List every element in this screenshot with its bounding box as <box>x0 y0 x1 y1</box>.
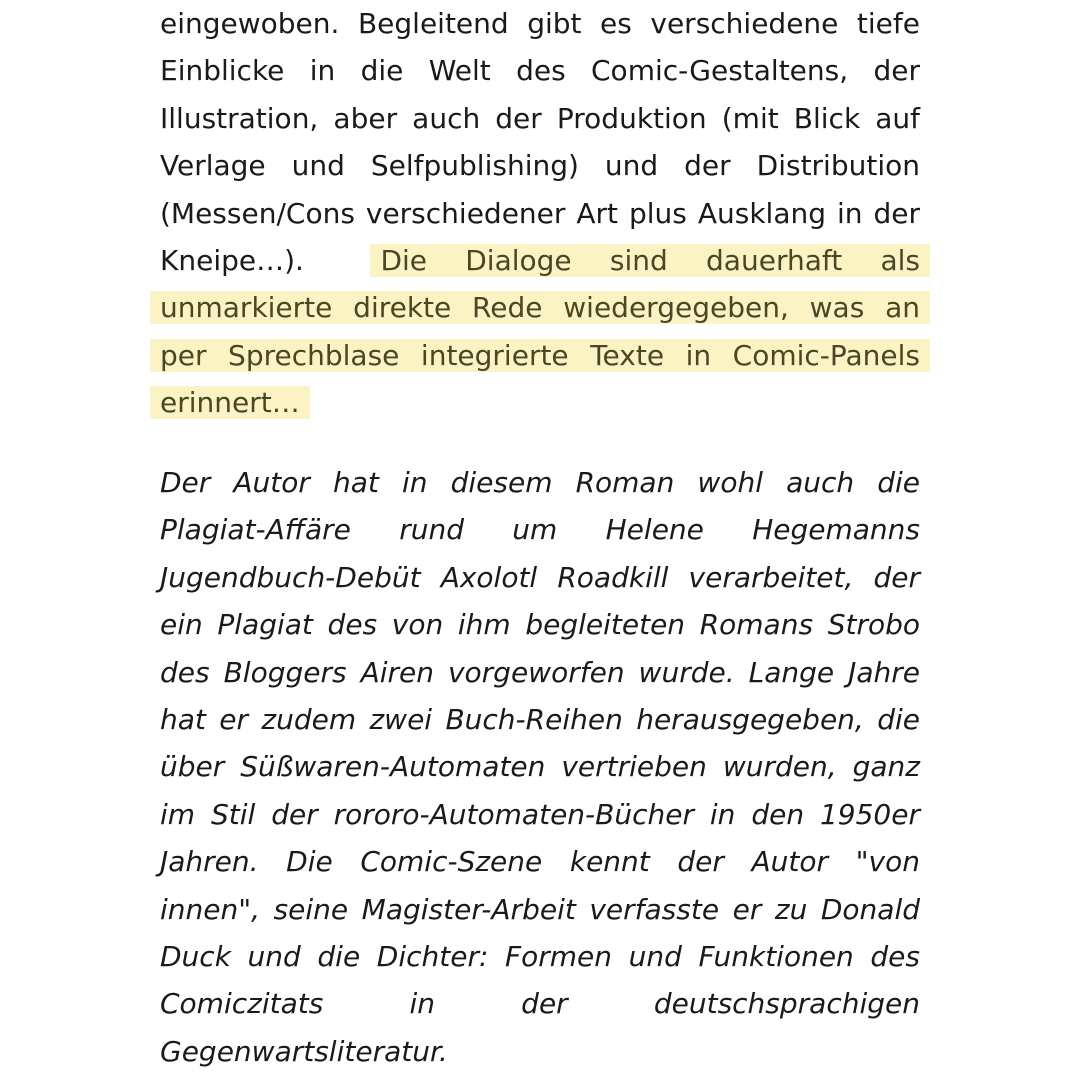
paragraph-text: eingewoben. Begleitend gibt es verschiedene tiefe Einblicke in die Welt des Comic-Gestaltens, der Illustration, aber auch der Produktion (mit Blick auf Verlage und Selfpublishing) und der Distribution (Messen/Cons verschiedener Art plus Ausklang in der Kneipe…). <box>160 7 920 278</box>
paragraph-author-background: Der Autor hat in diesem Roman wohl auch die Plagiat-Affäre rund um Helene Hegemanns Jugendbuch-Debüt Axolotl Roadkill verarbeitet, der ein Plagiat des von ihm begleiteten Romans Strobo des Bloggers Airen vorgeworfen wurde. Lange Jahre hat er zudem zwei Buch-Reihen herausgegeben, die über Süßwaren-Automaten vertrieben wurden, ganz im Stil der rororo-Automaten-Bücher in den 1950er Jahren. Die Comic-Szene kennt der Autor "von innen", seine Magister-Arbeit verfasste er zu Donald Duck und die Dichter: Formen und Funktionen des Comiczitats in der deutschsprachigen Gegenwartsliteratur. <box>160 466 920 1068</box>
highlighted-passage[interactable]: Die Dialoge sind dauerhaft als unmarkierte direkte Rede wiedergegeben, was an per Sprechblase integrierte Texte in Comic-Panels erinnert… <box>150 244 930 419</box>
paragraph-production-details <box>160 0 920 427</box>
